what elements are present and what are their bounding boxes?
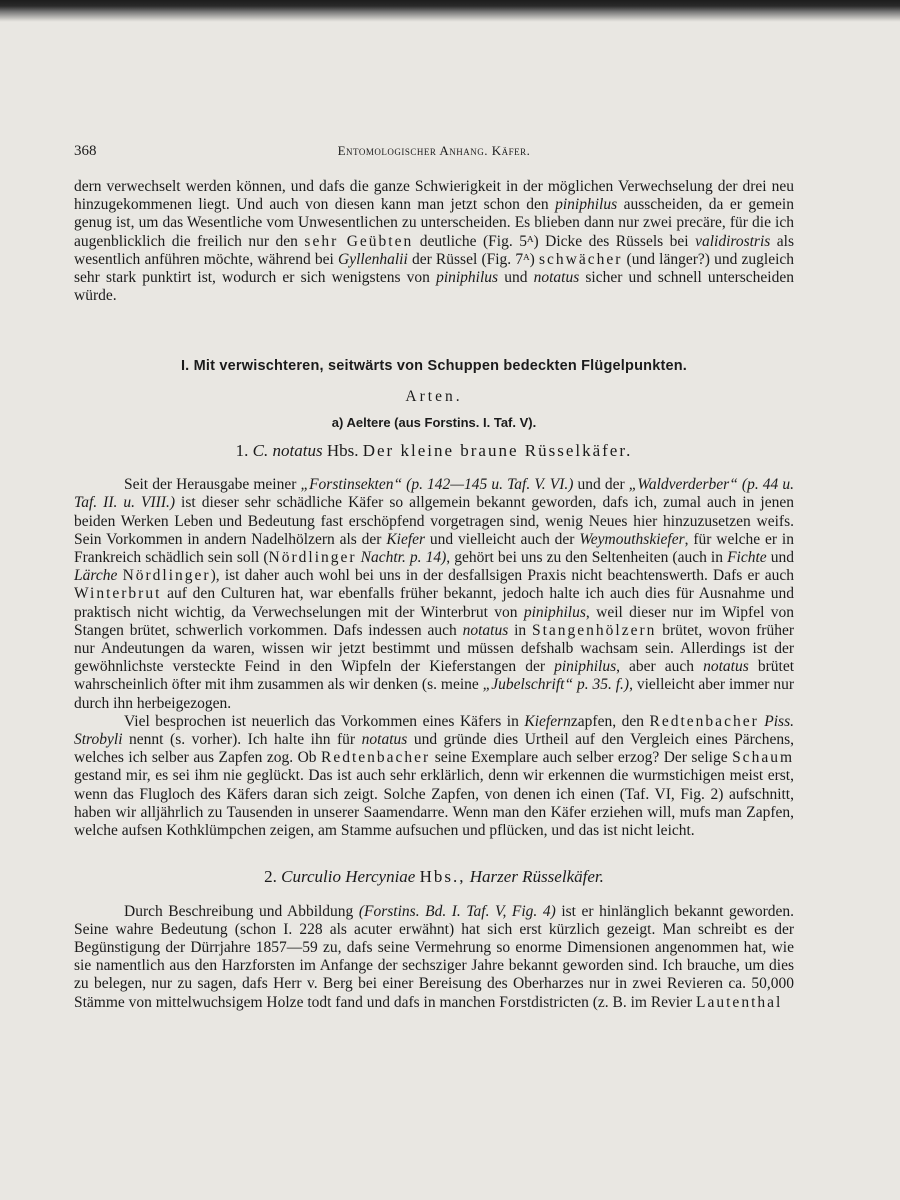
text-run: nennt (s. vorher). Ich halte ihn für	[122, 731, 362, 749]
species-name: notatus	[462, 621, 509, 639]
text-run: , gehört bei uns zu den Seltenheiten (auch in	[446, 549, 728, 567]
text-run: ), ist daher auch wohl bei uns in der desfallsigen Praxis nicht beachtenswerth. Dafs er auch	[210, 567, 795, 585]
text-run: in	[508, 621, 532, 639]
subsection-heading: a) Aeltere (aus Forstins. I. Taf. V).	[331, 414, 537, 430]
text-run: ausscheiden, da er gemein genug ist, um das Wesentliche vom Unwesentlichen zu unterscheiden. Es blieben dann nur zwei precäre, für die ich augenblicklich die freilich nur den	[74, 196, 794, 250]
italic-term: Kiefer	[386, 530, 426, 548]
citation: „Waldverderber“ (p. 44 u. Taf. II. u. VIII.)	[74, 476, 795, 512]
text-run: gestand mir, es sei ihm nie geglückt. Das ist auch sehr erklärlich, denn wir erkennen die wurmstichigen meist erst, wenn das Flugloch des Käfers daran sich zeigt. Solche Zapfen, von denen ich einen (Taf. VI, Fig. 2) aufschnitt, haben wir alljährlich zu Tausenden in unserer Saamendarre. Wenn man den Käfer erziehen will, mufs man Zapfen, welche aufsen Kothklümpchen zeigen, am Stamme aufsuchen und pflücken, und das ist nicht leicht.	[74, 767, 794, 840]
spaced-text: Winterbrut	[74, 585, 162, 603]
species-name: notatus	[533, 269, 580, 287]
spaced-text: Nördlinger	[268, 549, 357, 567]
text-run: und der	[573, 476, 629, 494]
spaced-text: schwächer	[538, 250, 623, 268]
species-name: notatus	[361, 731, 408, 749]
species-common-name: Harzer Rüsselkäfer.	[469, 867, 604, 887]
spaced-text: Redtenbacher	[649, 712, 759, 730]
text-run: Viel besprochen ist neuerlich das Vorkommen eines Käfers in	[124, 712, 525, 730]
species-name: validirostris	[695, 232, 771, 250]
citation: Nachtr. p. 14)	[356, 549, 447, 567]
text-run: als wesentlich anführen möchte, während bei	[74, 232, 795, 268]
species-2-paragraph-1	[74, 903, 794, 1012]
text-run: und	[766, 549, 795, 567]
species-name: Gyllenhalii	[338, 250, 408, 268]
species-number: 1.	[235, 441, 249, 461]
text-run: (und länger?) und zugleich sehr stark punktirt ist, wodurch er sich wenigstens von	[74, 250, 795, 287]
species-number: 2.	[264, 867, 277, 887]
species-1-paragraph-1	[74, 476, 794, 713]
species-author: Hbs.	[326, 441, 359, 461]
spaced-text: sehr Geübten	[304, 232, 414, 250]
text-run: der Rüssel (Fig. 7ᴬ)	[407, 250, 539, 268]
spaced-text: Redtenbacher	[321, 749, 431, 767]
text-run: , weil dieser nur im Wipfel von Stangen brütet, schwerlich vorkommen. Dafs indessen auch	[74, 603, 795, 639]
text-run: und	[498, 269, 534, 287]
species-1-title	[74, 442, 794, 460]
citation: „Forstinsekten“ (p. 142—145 u. Taf. V. VI.)	[300, 476, 574, 494]
page-header	[74, 142, 794, 164]
document-page	[74, 142, 794, 1012]
running-title: Entomologischer Anhang. Käfer.	[337, 143, 531, 158]
citation: „Jubelschrift“ p. 35. f.)	[482, 676, 630, 694]
species-genus: C. notatus	[252, 441, 323, 461]
text-run: und gründe dies Urtheil auf den Vergleich eines Pärchens, welches ich selber aus Zapfen zog. Ob	[74, 731, 794, 767]
text-run: und vielleicht auch der	[425, 530, 580, 548]
text-run: deutliche (Fig. 5ᴬ) Dicke des Rüssels bei	[413, 232, 696, 250]
text-run: ist er hinlänglich bekannt geworden. Seine wahre Bedeutung (schon I. 228 als acuter erwähnt) hat sich erst kürzlich gezeigt. Man schreibt es der Begünstigung der Dürrjahre 1857—59 zu, dafs seine Vermehrung so enorme Dimensionen angenommen hat, wie sie namentlich aus den Harzforsten im Anfange der sechsziger Jahre bekannt geworden sind. Ich brauche, um dies zu belegen, nur zu sagen, dafs Herr v. Berg bei einer Bereisung des Oberharzes nur in zwei Revieren ca. 50,000 Stämme von mittelwuchsigem Holze todt fand und dafs in manchen Forstdistricten (z. B. im Revier	[74, 902, 794, 1011]
species-name: piniphilus	[555, 196, 618, 214]
text-run: brütet wahrscheinlich öfter mit ihm zusammen als wir denken (s. meine	[74, 658, 795, 694]
text-run: auf den Culturen hat, war ebenfalls früher bekannt, jedoch halte ich auch dies für Ausnahme und praktisch nicht wichtig, da Verwechselungen mit der Winterbrut von	[74, 585, 794, 621]
species-2-title	[74, 868, 794, 886]
text-run: sicher und schnell unterscheiden würde.	[74, 269, 794, 305]
species-name: piniphilus	[436, 269, 499, 287]
species-name: Piss. Strobyli	[74, 712, 794, 749]
text-run: dern verwechselt werden können, und dafs die ganze Schwierigkeit in der möglichen Verwechselung der drei neu hinzugekommenen liegt. Und auch von diesen kann man jetzt schon den	[74, 178, 794, 214]
species-name: piniphilus	[554, 658, 617, 676]
spaced-text: Lautenthal	[696, 993, 783, 1011]
spaced-text: Schaum	[732, 749, 794, 767]
spaced-text: Nördlinger	[122, 567, 211, 585]
italic-term: Kiefern	[524, 712, 571, 730]
italic-term: Lärche	[74, 567, 118, 585]
page-number: 368	[74, 143, 97, 159]
species-common-name: Der kleine braune Rüsselkäfer.	[362, 441, 633, 461]
citation: (Forstins. Bd. I. Taf. V, Fig. 4)	[358, 902, 556, 920]
section-title: I. Mit verwischteren, seitwärts von Schuppen bedeckten Flügelpunkten.	[180, 358, 688, 375]
italic-term: Weymouthskiefer	[579, 530, 685, 548]
text-run: zapfen, den	[570, 712, 650, 730]
text-run: seine Exemplare auch selber erzog? Der selige	[430, 749, 733, 767]
italic-term: Fichte	[727, 549, 767, 567]
scan-edge	[0, 0, 900, 22]
species-author: Hbs.,	[419, 867, 466, 887]
spaced-text: Stangenhölzern	[531, 621, 657, 639]
species-name: piniphilus	[523, 603, 586, 621]
text-run: ist dieser sehr schädliche Käfer so allgemein bekannt geworden, dafs ich, zumal auch in jenen beiden Werken Leben und Bedeutung fast erschöpfend vorgetragen sind, wenig Neues hier hinzuzusetzen weifs. Sein Vorkommen in andern Nadelhölzern als der	[74, 494, 794, 548]
text-run: , aber auch	[616, 658, 704, 676]
species-genus: Curculio Hercyniae	[281, 867, 416, 887]
text-run: Durch Beschreibung und Abbildung	[124, 902, 359, 920]
text-run: brütet, wovon früher nur Andeutungen da waren, wissen wir jetzt bestimmt und müssen defshalb wachsam sein. Allerdings ist der gewöhnlichste versteckte Feind in den Wipfeln der Kieferstangen der	[74, 621, 794, 676]
species-1-paragraph-2	[74, 713, 794, 840]
text-run: Seit der Herausgabe meiner	[124, 476, 301, 494]
text-run: , für welche er in Frankreich schädlich sein soll (	[74, 530, 794, 567]
arten-heading: Arten.	[405, 387, 463, 405]
species-name: notatus	[703, 658, 749, 676]
text-run: , vielleicht aber immer nur durch ihn herbeigezogen.	[74, 676, 794, 712]
intro-paragraph	[74, 178, 794, 305]
